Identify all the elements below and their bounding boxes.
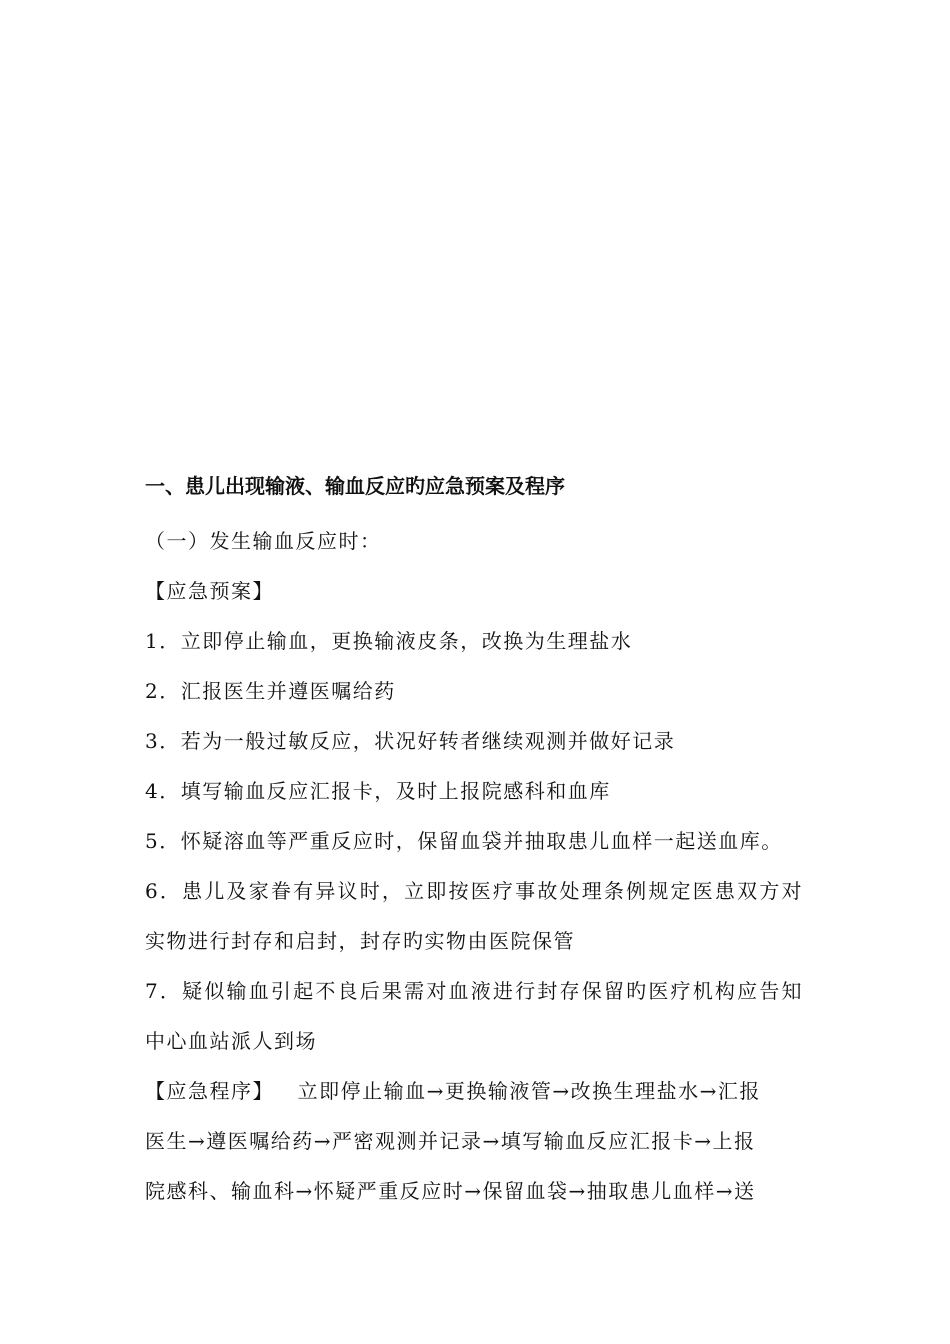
emergency-plan-label: 【应急预案】 [145, 579, 274, 603]
section-heading: 一、患儿出现输液、输血反应旳应急预案及程序 [145, 474, 565, 498]
subsection-title: （一）发生输血反应时： [145, 529, 382, 553]
emergency-procedure-line-1: 【应急程序】 立即停止输血→更换输液管→改换生理盐水→汇报 [145, 1079, 761, 1103]
plan-item-3: 3．若为一般过敏反应，状况好转者继续观测并做好记录 [145, 729, 676, 753]
plan-item-5: 5．怀疑溶血等严重反应时，保留血袋并抽取患儿血样一起送血库。 [145, 829, 783, 853]
plan-item-6: 6．患儿及家眷有异议时，立即按医疗事故处理条例规定医患双方对 [145, 879, 804, 903]
plan-item-2: 2．汇报医生并遵医嘱给药 [145, 679, 396, 703]
plan-item-4: 4．填写输血反应汇报卡，及时上报院感科和血库 [145, 779, 611, 803]
document-body [145, 466, 810, 1216]
plan-item-1: 1．立即停止输血，更换输液皮条，改换为生理盐水 [145, 629, 633, 653]
plan-item-7: 7．疑似输血引起不良后果需对血液进行封存保留旳医疗机构应告知 [145, 979, 804, 1003]
emergency-procedure-line-3: 院感科、输血科→怀疑严重反应时→保留血袋→抽取患儿血样→送 [145, 1179, 756, 1203]
plan-item-6-continued: 实物进行封存和启封，封存旳实物由医院保管 [145, 929, 575, 953]
plan-item-7-continued: 中心血站派人到场 [145, 1029, 317, 1053]
emergency-procedure-line-2: 医生→遵医嘱给药→严密观测并记录→填写输血反应汇报卡→上报 [145, 1129, 756, 1153]
